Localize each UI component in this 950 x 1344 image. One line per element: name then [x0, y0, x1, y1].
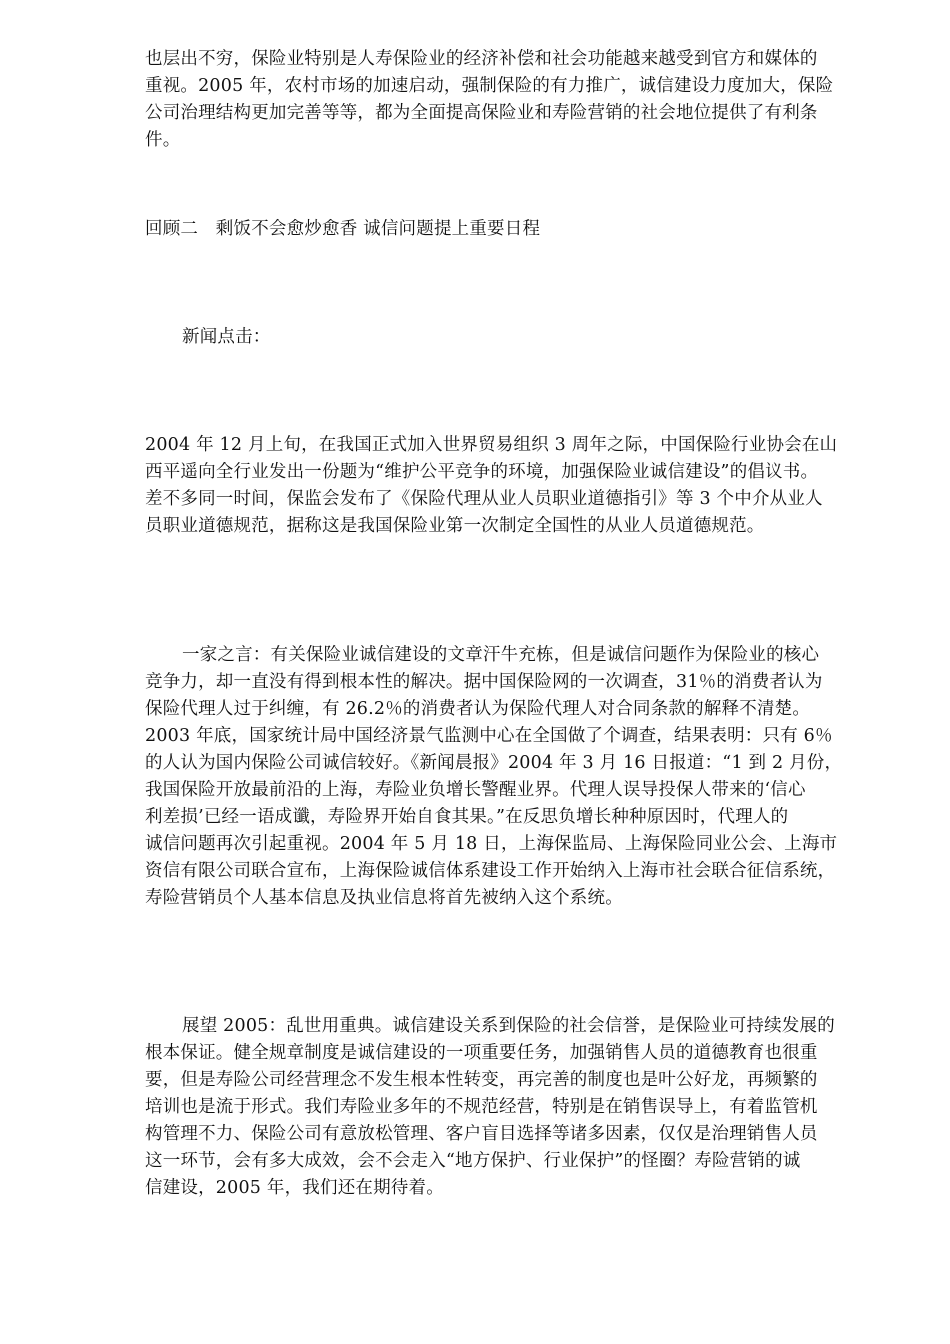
text-line: 的人认为国内保险公司诚信较好。《新闻晨报》2004 年 3 月 16 日报道：“1 到 2 月份， [145, 753, 843, 773]
opinion-paragraph [145, 642, 890, 912]
text-line: 我国保险开放最前沿的上海，寿险业负增长警醒业界。代理人误导投保人带来的‘信心 [145, 780, 806, 800]
text-line: 公司治理结构更加完善等等，都为全面提高保险业和寿险营销的社会地位提供了有利条 [145, 103, 818, 123]
intro-paragraph [145, 46, 890, 154]
news-paragraph [145, 432, 890, 540]
text-line: 2004 年 12 月上旬，在我国正式加入世界贸易组织 3 周年之际，中国保险行业协会在山 [145, 435, 838, 455]
document-page [145, 46, 890, 1202]
text-line: 保险代理人过于纠缠，有 26.2％的消费者认为保险代理人对合同条款的解释不清楚。 [145, 699, 811, 719]
text-line: 资信有限公司联合宣布，上海保险诚信体系建设工作开始纳入上海市社会联合征信系统， [145, 861, 836, 881]
text-line: 利差损’已经一语成谶，寿险界开始自食其果。”在反思负增长种种原因时，代理人的 [145, 807, 789, 827]
text-line: 差不多同一时间，保监会发布了《保险代理从业人员职业道德指引》等 3 个中介从业人 [145, 489, 823, 509]
text-line: 展望 2005：乱世用重典。诚信建设关系到保险的社会信誉，是保险业可持续发展的 [182, 1016, 835, 1036]
text-line: 2003 年底，国家统计局中国经济景气监测中心在全国做了个调查，结果表明：只有 6％ [145, 726, 833, 746]
text-line: 诚信问题再次引起重视。2004 年 5 月 18 日，上海保监局、上海保险同业公会、上海市 [145, 834, 838, 854]
section-heading: 回顾二 剩饭不会愈炒愈香 诚信问题提上重要日程 [145, 219, 541, 239]
spacer [145, 540, 890, 642]
text-line: 构管理不力、保险公司有意放松管理、客户盲目选择等诸多因素，仅仅是治理销售人员 [145, 1124, 818, 1144]
text-line: 西平遥向全行业发出一份题为“维护公平竞争的环境，加强保险业诚信建设”的倡议书。 [145, 462, 819, 482]
text-line: 信建设，2005 年，我们还在期待着。 [145, 1178, 444, 1198]
spacer [145, 912, 890, 1013]
outlook-paragraph [145, 1013, 890, 1202]
spacer [145, 351, 890, 432]
text-line: 也层出不穷，保险业特别是人寿保险业的经济补偿和社会功能越来越受到官方和媒体的 [145, 49, 818, 69]
text-line: 这一环节，会有多大成效，会不会走入“地方保护、行业保护”的怪圈？寿险营销的诚 [145, 1151, 801, 1171]
news-click-label: 新闻点击： [182, 327, 271, 347]
spacer [145, 243, 890, 324]
text-line: 培训也是流于形式。我们寿险业多年的不规范经营，特别是在销售误导上，有着监管机 [145, 1097, 818, 1117]
text-line: 一家之言：有关保险业诚信建设的文章汗牛充栋，但是诚信问题作为保险业的核心 [182, 645, 820, 665]
text-line: 竞争力，却一直没有得到根本性的解决。据中国保险网的一次调查，31％的消费者认为 [145, 672, 823, 692]
text-line: 重视。2005 年，农村市场的加速启动，强制保险的有力推广，诚信建设力度加大，保险 [145, 76, 834, 96]
text-line: 根本保证。健全规章制度是诚信建设的一项重要任务，加强销售人员的道德教育也很重 [145, 1043, 818, 1063]
text-line: 件。 [145, 130, 181, 150]
spacer [145, 154, 890, 216]
text-line: 要，但是寿险公司经营理念不发生根本性转变，再完善的制度也是叶公好龙，再频繁的 [145, 1070, 818, 1090]
text-line: 寿险营销员个人基本信息及执业信息将首先被纳入这个系统。 [145, 888, 623, 908]
text-line: 员职业道德规范，据称这是我国保险业第一次制定全国性的从业人员道德规范。 [145, 516, 765, 536]
